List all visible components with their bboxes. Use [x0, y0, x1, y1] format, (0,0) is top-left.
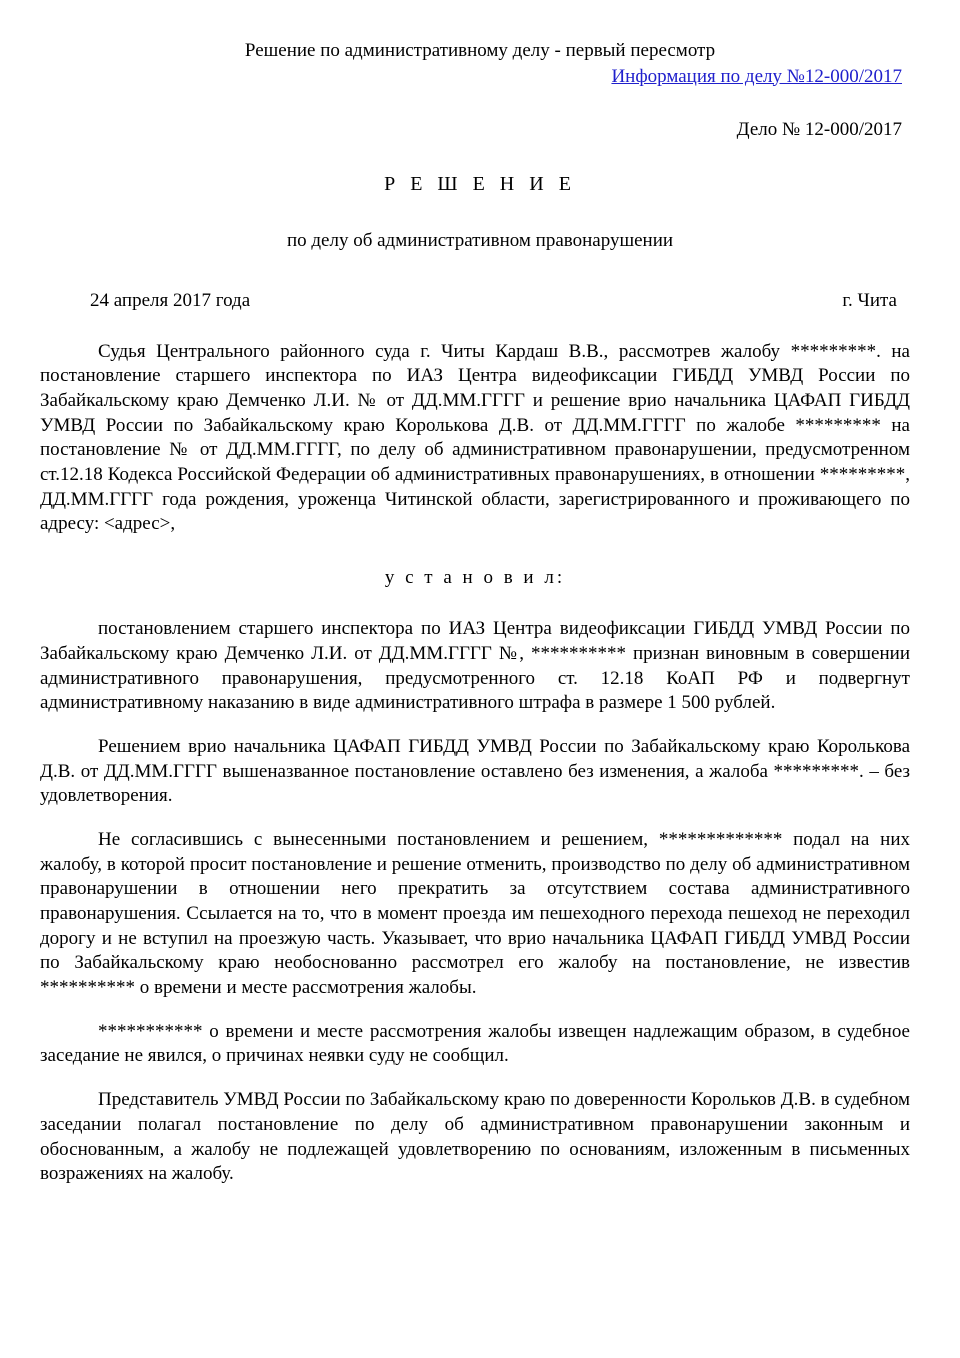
document-body: [28, 340, 932, 1187]
header-title: Решение по административному делу - первый пересмотр: [244, 40, 716, 61]
document-header: [28, 38, 932, 64]
case-number: Дело № 12-000/2017: [736, 118, 902, 140]
paragraph-1: постановлением старшего инспектора по ИАЗ Центра видеофиксации ГИБДД УМВД России по Забайкальскому краю Демченко Л.И. от ДД.ММ.ГГГГ №, ********** признан виновным в совершении административного правонарушения, предусмотренного ст. 12.18 КоАП РФ и подвергнут административному наказанию в виде административного штрафа в размере 1 500 рублей.: [40, 618, 910, 714]
decision-city: г. Чита: [842, 289, 897, 311]
decision-subtitle: по делу об административном правонарушении: [286, 229, 674, 251]
paragraph-5: Представитель УМВД России по Забайкальскому краю по доверенности Корольков Д.В. в судебном заседании полагал постановление по делу об административном правонарушении законным и обоснованным, а жалобу не подлежащей удовлетворению по основаниям, изложенным в письменных возражениях на жалобу.: [40, 1089, 910, 1185]
case-info-link-row: [28, 66, 932, 88]
ustanovil-heading: у с т а н о в и л:: [384, 567, 566, 589]
paragraph-3: Не согласившись с вынесенными постановлением и решением, ************* подал на них жалобу, в которой просит постановление и решение отменить, производство по делу об административном правонарушении в отношении него прекратить за отсутствием состава административного правонарушения. Ссылается на то, что в момент проезда им пешеходного перехода пешеход не переходил дорогу и не вступил на проезжую часть. Указывает, что врио начальника ЦАФАП ГИБДД УМВД России по Забайкальскому краю необоснованно рассмотрел его жалобу на постановление, не известив ********** о времени и месте рассмотрения жалобы.: [40, 828, 910, 999]
case-info-link[interactable]: Информация по делу №12-000/2017: [611, 65, 902, 87]
decision-date: 24 апреля 2017 года: [90, 289, 251, 311]
paragraph-intro: Судья Центрального районного суда г. Читы Кардаш В.В., рассмотрев жалобу *********. на постановление старшего инспектора по ИАЗ Центра видеофиксации ГИБДД УМВД России по Забайкальскому краю Демченко Л.И. № от ДД.ММ.ГГГГ и решение врио начальника ЦАФАП ГИБДД УМВД России по Забайкальскому краю Королькова Д.В. от ДД.ММ.ГГГГ по жалобе ********* на постановление № от ДД.ММ.ГГГГ, по делу об административном правонарушении, предусмотренном ст.12.18 Кодекса Российской Федерации об административных правонарушениях, в отношении *********, ДД.ММ.ГГГГ года рождения, уроженца Читинской области, зарегистрированного и проживающего по адресу: <адрес>,: [40, 340, 910, 535]
date-city-row: [28, 290, 932, 312]
paragraph-4: *********** о времени и месте рассмотрения жалобы извещен надлежащим образом, в судебное заседание не явился, о причинах неявки суду не сообщил.: [40, 1020, 910, 1067]
decision-heading: Р Е Ш Е Н И Е: [384, 172, 576, 195]
paragraph-2: Решением врио начальника ЦАФАП ГИБДД УМВД России по Забайкальскому краю Королькова Д.В. от ДД.ММ.ГГГГ вышеназванное постановление оставлено без изменения, а жалоба *********. – без удовлетворения.: [40, 735, 910, 807]
